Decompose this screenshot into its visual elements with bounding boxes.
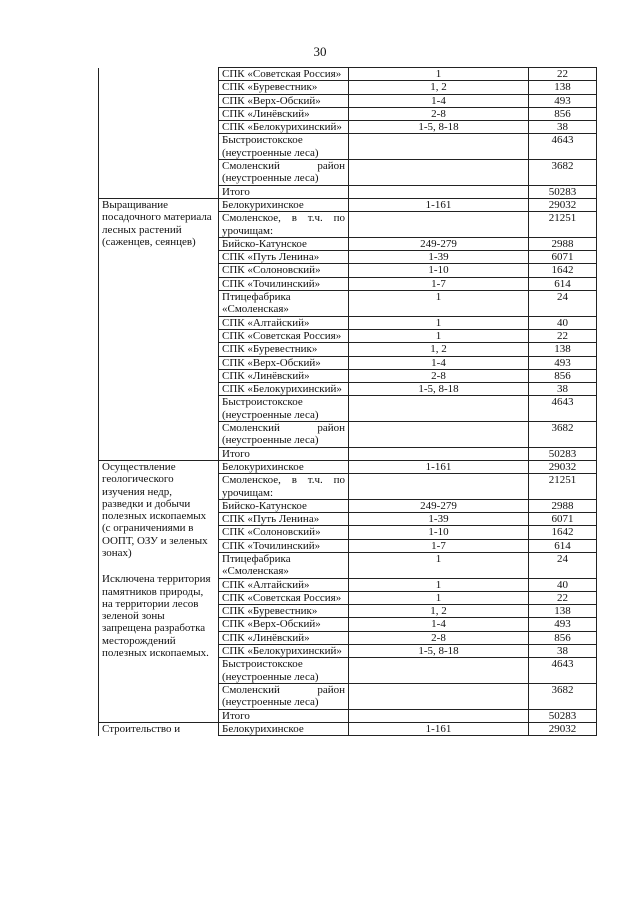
- area-cell: 40: [529, 316, 597, 329]
- forestry-name-cell: СПК «Буревестник»: [219, 605, 349, 618]
- forestry-name-cell: СПК «Советская Россия»: [219, 68, 349, 81]
- area-cell: 29032: [529, 722, 597, 735]
- area-cell: 24: [529, 291, 597, 317]
- forestry-name-cell: СПК «Советская Россия»: [219, 329, 349, 342]
- quarters-cell: 1-7: [349, 539, 529, 552]
- forestry-name-cell: СПК «Точилинский»: [219, 277, 349, 290]
- forestry-name-cell: Смоленский район (неустроенные леса): [219, 160, 349, 186]
- area-cell: 21251: [529, 212, 597, 238]
- area-cell: 493: [529, 618, 597, 631]
- activity-text: Исключена территория памятников природы, на территории лесов зеленой зоны запрещена разработка месторождений полезных ископаемых.: [102, 573, 211, 660]
- quarters-cell: 1-7: [349, 277, 529, 290]
- quarters-cell: [349, 134, 529, 160]
- area-cell: 493: [529, 356, 597, 369]
- forestry-name-cell: Белокурихинское: [219, 722, 349, 735]
- quarters-cell: 1: [349, 329, 529, 342]
- area-cell: 50283: [529, 447, 597, 460]
- area-cell: 38: [529, 121, 597, 134]
- area-cell: 38: [529, 383, 597, 396]
- quarters-cell: 2-8: [349, 631, 529, 644]
- quarters-cell: 1, 2: [349, 605, 529, 618]
- area-cell: 38: [529, 645, 597, 658]
- forestry-name-cell: Белокурихинское: [219, 460, 349, 473]
- quarters-cell: 1, 2: [349, 343, 529, 356]
- area-cell: 1642: [529, 264, 597, 277]
- activity-text: Строительство и: [102, 722, 181, 735]
- activity-cell: [99, 460, 219, 722]
- quarters-cell: 1-39: [349, 251, 529, 264]
- forestry-name-cell: Птицефабрика «Смоленская»: [219, 291, 349, 317]
- quarters-cell: [349, 658, 529, 684]
- activity-cell: [99, 198, 219, 460]
- area-cell: 2988: [529, 237, 597, 250]
- activity-text: Выращивание посадочного материала лесных растений (саженцев, сеянцев): [102, 198, 212, 248]
- quarters-cell: 1: [349, 291, 529, 317]
- area-cell: 3682: [529, 683, 597, 709]
- activity-cell: [99, 68, 219, 199]
- forestry-name-cell: Птицефабрика «Смоленская»: [219, 552, 349, 578]
- forestry-name-cell: СПК «Буревестник»: [219, 81, 349, 94]
- area-cell: 4643: [529, 134, 597, 160]
- forestry-name-cell: СПК «Линёвский»: [219, 631, 349, 644]
- quarters-cell: 2-8: [349, 107, 529, 120]
- quarters-cell: 1-161: [349, 722, 529, 735]
- forestry-name-cell: СПК «Верх-Обский»: [219, 94, 349, 107]
- area-cell: 1642: [529, 526, 597, 539]
- area-cell: 2988: [529, 499, 597, 512]
- forestry-name-cell: СПК «Точилинский»: [219, 539, 349, 552]
- forestry-name-cell: Итого: [219, 709, 349, 722]
- quarters-cell: [349, 185, 529, 198]
- area-cell: 138: [529, 343, 597, 356]
- quarters-cell: [349, 160, 529, 186]
- forestry-name-cell: Бийско-Катунское: [219, 237, 349, 250]
- forestry-name-cell: Итого: [219, 185, 349, 198]
- forestry-name-cell: Быстроистокское (неустроенные леса): [219, 134, 349, 160]
- forestry-name-cell: Смоленское, в т.ч. по урочищам:: [219, 474, 349, 500]
- quarters-cell: 249-279: [349, 499, 529, 512]
- quarters-cell: [349, 683, 529, 709]
- area-cell: 29032: [529, 198, 597, 211]
- area-cell: 4643: [529, 658, 597, 684]
- area-cell: 614: [529, 277, 597, 290]
- quarters-cell: [349, 422, 529, 448]
- quarters-cell: 1: [349, 578, 529, 591]
- forestry-name-cell: СПК «Линёвский»: [219, 107, 349, 120]
- table-row: [99, 722, 597, 735]
- area-cell: 6071: [529, 251, 597, 264]
- forestry-name-cell: СПК «Линёвский»: [219, 369, 349, 382]
- area-cell: 3682: [529, 422, 597, 448]
- quarters-cell: [349, 447, 529, 460]
- quarters-cell: 249-279: [349, 237, 529, 250]
- quarters-cell: 1, 2: [349, 81, 529, 94]
- forestry-name-cell: СПК «Верх-Обский»: [219, 356, 349, 369]
- activity-cell: [99, 722, 219, 735]
- quarters-cell: 1-10: [349, 526, 529, 539]
- forestry-name-cell: СПК «Солоновский»: [219, 526, 349, 539]
- forestry-name-cell: СПК «Буревестник»: [219, 343, 349, 356]
- area-cell: 138: [529, 605, 597, 618]
- forestry-name-cell: Бийско-Катунское: [219, 499, 349, 512]
- area-cell: 856: [529, 107, 597, 120]
- quarters-cell: 1: [349, 552, 529, 578]
- table-row: [99, 68, 597, 81]
- area-cell: 21251: [529, 474, 597, 500]
- forestry-name-cell: Смоленский район (неустроенные леса): [219, 422, 349, 448]
- area-cell: 6071: [529, 513, 597, 526]
- area-cell: 22: [529, 68, 597, 81]
- quarters-cell: 1: [349, 316, 529, 329]
- area-cell: 29032: [529, 460, 597, 473]
- forestry-name-cell: СПК «Алтайский»: [219, 578, 349, 591]
- quarters-cell: 1-5, 8-18: [349, 383, 529, 396]
- page-number: 30: [313, 44, 327, 59]
- forestry-name-cell: СПК «Белокурихинский»: [219, 383, 349, 396]
- area-cell: 3682: [529, 160, 597, 186]
- forestry-name-cell: Быстроистокское (неустроенные леса): [219, 658, 349, 684]
- quarters-cell: [349, 396, 529, 422]
- forestry-name-cell: СПК «Путь Ленина»: [219, 513, 349, 526]
- quarters-cell: [349, 212, 529, 238]
- forestry-name-cell: СПК «Алтайский»: [219, 316, 349, 329]
- forestry-name-cell: Итого: [219, 447, 349, 460]
- area-cell: 22: [529, 591, 597, 604]
- forestry-name-cell: Смоленское, в т.ч. по урочищам:: [219, 212, 349, 238]
- quarters-cell: 1: [349, 68, 529, 81]
- quarters-cell: 1: [349, 591, 529, 604]
- area-cell: 24: [529, 552, 597, 578]
- quarters-cell: 1-39: [349, 513, 529, 526]
- forestry-name-cell: СПК «Белокурихинский»: [219, 645, 349, 658]
- area-cell: 22: [529, 329, 597, 342]
- table-row: [99, 460, 597, 473]
- area-cell: 856: [529, 631, 597, 644]
- area-cell: 614: [529, 539, 597, 552]
- quarters-cell: 1-4: [349, 356, 529, 369]
- area-cell: 40: [529, 578, 597, 591]
- area-cell: 4643: [529, 396, 597, 422]
- forestry-name-cell: Белокурихинское: [219, 198, 349, 211]
- quarters-cell: 1-5, 8-18: [349, 121, 529, 134]
- area-cell: 493: [529, 94, 597, 107]
- area-cell: 856: [529, 369, 597, 382]
- quarters-cell: [349, 474, 529, 500]
- quarters-cell: 1-4: [349, 618, 529, 631]
- forestry-name-cell: СПК «Путь Ленина»: [219, 251, 349, 264]
- forestry-name-cell: СПК «Советская Россия»: [219, 591, 349, 604]
- quarters-cell: 1-161: [349, 198, 529, 211]
- forestry-name-cell: СПК «Солоновский»: [219, 264, 349, 277]
- table-row: [99, 198, 597, 211]
- quarters-cell: 2-8: [349, 369, 529, 382]
- forestry-name-cell: СПК «Верх-Обский»: [219, 618, 349, 631]
- forestry-name-cell: Смоленский район (неустроенные леса): [219, 683, 349, 709]
- forestry-name-cell: СПК «Белокурихинский»: [219, 121, 349, 134]
- quarters-cell: 1-5, 8-18: [349, 645, 529, 658]
- quarters-cell: 1-10: [349, 264, 529, 277]
- quarters-cell: [349, 709, 529, 722]
- forestry-name-cell: Быстроистокское (неустроенные леса): [219, 396, 349, 422]
- quarters-cell: 1-4: [349, 94, 529, 107]
- area-cell: 50283: [529, 709, 597, 722]
- area-cell: 50283: [529, 185, 597, 198]
- area-cell: 138: [529, 81, 597, 94]
- forest-use-table: [98, 67, 597, 736]
- activity-text: Осуществление геологического изучения недр, разведки и добычи полезных ископаемых (с ограничениями в ООПТ, ОЗУ и зеленых зонах): [102, 460, 208, 559]
- quarters-cell: 1-161: [349, 460, 529, 473]
